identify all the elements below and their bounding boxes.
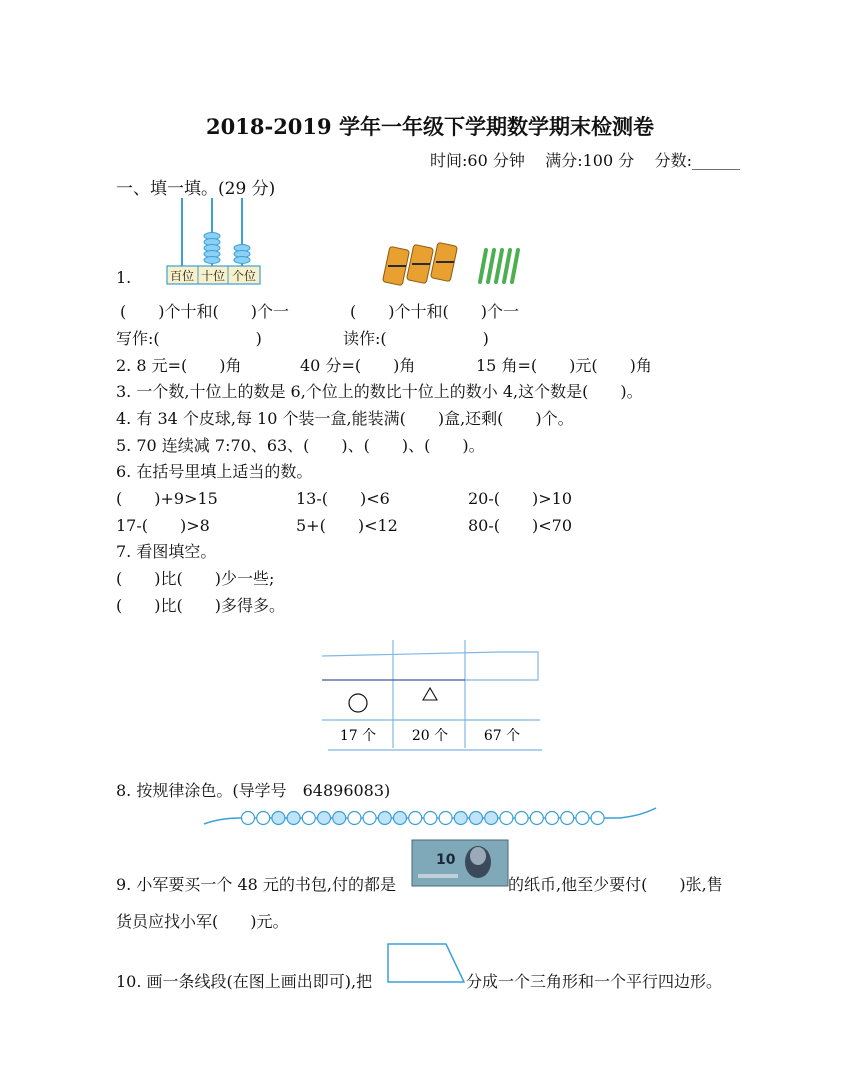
bead-string[interactable] <box>200 800 660 832</box>
question-2-c[interactable]: 15 角=( )元( )角 <box>476 356 652 375</box>
circle-shape <box>349 694 367 712</box>
inequality-2[interactable]: 13-( )<6 <box>296 489 390 508</box>
question-7-line-2[interactable]: ( )比( )多得多。 <box>116 596 285 615</box>
bead[interactable] <box>561 812 574 825</box>
bead[interactable] <box>439 812 452 825</box>
question-1-write[interactable]: 写作:( ) <box>116 329 262 348</box>
question-7: 7. 看图填空。 <box>116 542 217 561</box>
bead[interactable] <box>515 812 528 825</box>
question-9-part-c[interactable]: 货员应找小军( )元。 <box>116 912 289 931</box>
question-1-blank-abacus[interactable]: ( )个十和( )个一 <box>120 302 289 321</box>
bead[interactable] <box>363 812 376 825</box>
time-limit: 时间:60 分钟 <box>430 151 525 170</box>
bead[interactable] <box>257 812 270 825</box>
bead[interactable] <box>272 812 285 825</box>
note-denomination: 10 <box>436 852 456 868</box>
bead[interactable] <box>546 812 559 825</box>
question-2-b[interactable]: 40 分=( )角 <box>300 356 416 375</box>
trapezoid-shape[interactable] <box>386 942 468 984</box>
bead[interactable] <box>287 812 300 825</box>
bead[interactable] <box>333 812 346 825</box>
section-heading: 一、填一填。(29 分) <box>116 179 276 199</box>
abacus-label-hundreds: 百位 <box>169 269 195 283</box>
inequality-3[interactable]: 20-( )>10 <box>468 489 573 508</box>
bead[interactable] <box>485 812 498 825</box>
bead[interactable] <box>348 812 361 825</box>
comparison-table <box>320 640 545 755</box>
question-8: 8. 按规律涂色。(导学号 64896083) <box>116 781 391 800</box>
exam-meta <box>430 148 740 171</box>
question-2-a[interactable]: 2. 8 元=( )角 <box>116 356 242 375</box>
question-10-part-a: 10. 画一条线段(在图上画出即可),把 <box>116 972 373 991</box>
ten-yuan-note-image <box>412 840 508 886</box>
question-4[interactable]: 4. 有 34 个皮球,每 10 个装一盒,能装满( )盒,还剩( )个。 <box>116 409 574 428</box>
bead[interactable] <box>500 812 513 825</box>
question-1-number: 1. <box>116 268 132 287</box>
bead[interactable] <box>454 812 467 825</box>
count-third: 67 个 <box>483 728 521 744</box>
triangle-shape <box>423 688 437 700</box>
question-7-line-1[interactable]: ( )比( )少一些; <box>116 569 275 588</box>
question-3[interactable]: 3. 一个数,十位上的数是 6,个位上的数比十位上的数小 4,这个数是( )。 <box>116 382 643 401</box>
bead[interactable] <box>318 812 331 825</box>
count-circle: 17 个 <box>339 728 377 744</box>
inequality-4[interactable]: 17-( )>8 <box>116 516 210 535</box>
bead[interactable] <box>394 812 407 825</box>
question-10-part-b: 分成一个三角形和一个平行四边形。 <box>466 972 723 991</box>
inequality-1[interactable]: ( )+9>15 <box>116 489 218 508</box>
bead[interactable] <box>424 812 437 825</box>
abacus-label-tens: 十位 <box>200 269 226 283</box>
full-score: 满分:100 分 <box>545 151 635 170</box>
bead[interactable] <box>470 812 483 825</box>
question-1-blank-sticks[interactable]: ( )个十和( )个一 <box>350 302 519 321</box>
count-triangle: 20 个 <box>411 728 449 744</box>
question-1-read[interactable]: 读作:( ) <box>343 329 489 348</box>
question-9-part-b[interactable]: 的纸币,他至少要付( )张,售 <box>508 875 723 894</box>
score-field[interactable]: 分数:______ <box>654 151 740 170</box>
abacus-label-ones: 个位 <box>231 269 257 283</box>
question-6: 6. 在括号里填上适当的数。 <box>116 462 313 481</box>
question-5[interactable]: 5. 70 连续减 7:70、63、( )、( )、( )。 <box>116 436 485 455</box>
abacus-illustration <box>165 196 265 288</box>
inequality-6[interactable]: 80-( )<70 <box>468 516 573 535</box>
stick-bundles-illustration <box>382 240 522 288</box>
bead[interactable] <box>378 812 391 825</box>
bead[interactable] <box>302 812 315 825</box>
question-9-part-a: 9. 小军要买一个 48 元的书包,付的都是 <box>116 875 396 894</box>
bead[interactable] <box>530 812 543 825</box>
bead[interactable] <box>242 812 255 825</box>
bead[interactable] <box>591 812 604 825</box>
bead[interactable] <box>409 812 422 825</box>
inequality-5[interactable]: 5+( )<12 <box>296 516 398 535</box>
bead[interactable] <box>576 812 589 825</box>
page-title: 2018-2019 学年一年级下学期数学期末检测卷 <box>206 114 654 139</box>
